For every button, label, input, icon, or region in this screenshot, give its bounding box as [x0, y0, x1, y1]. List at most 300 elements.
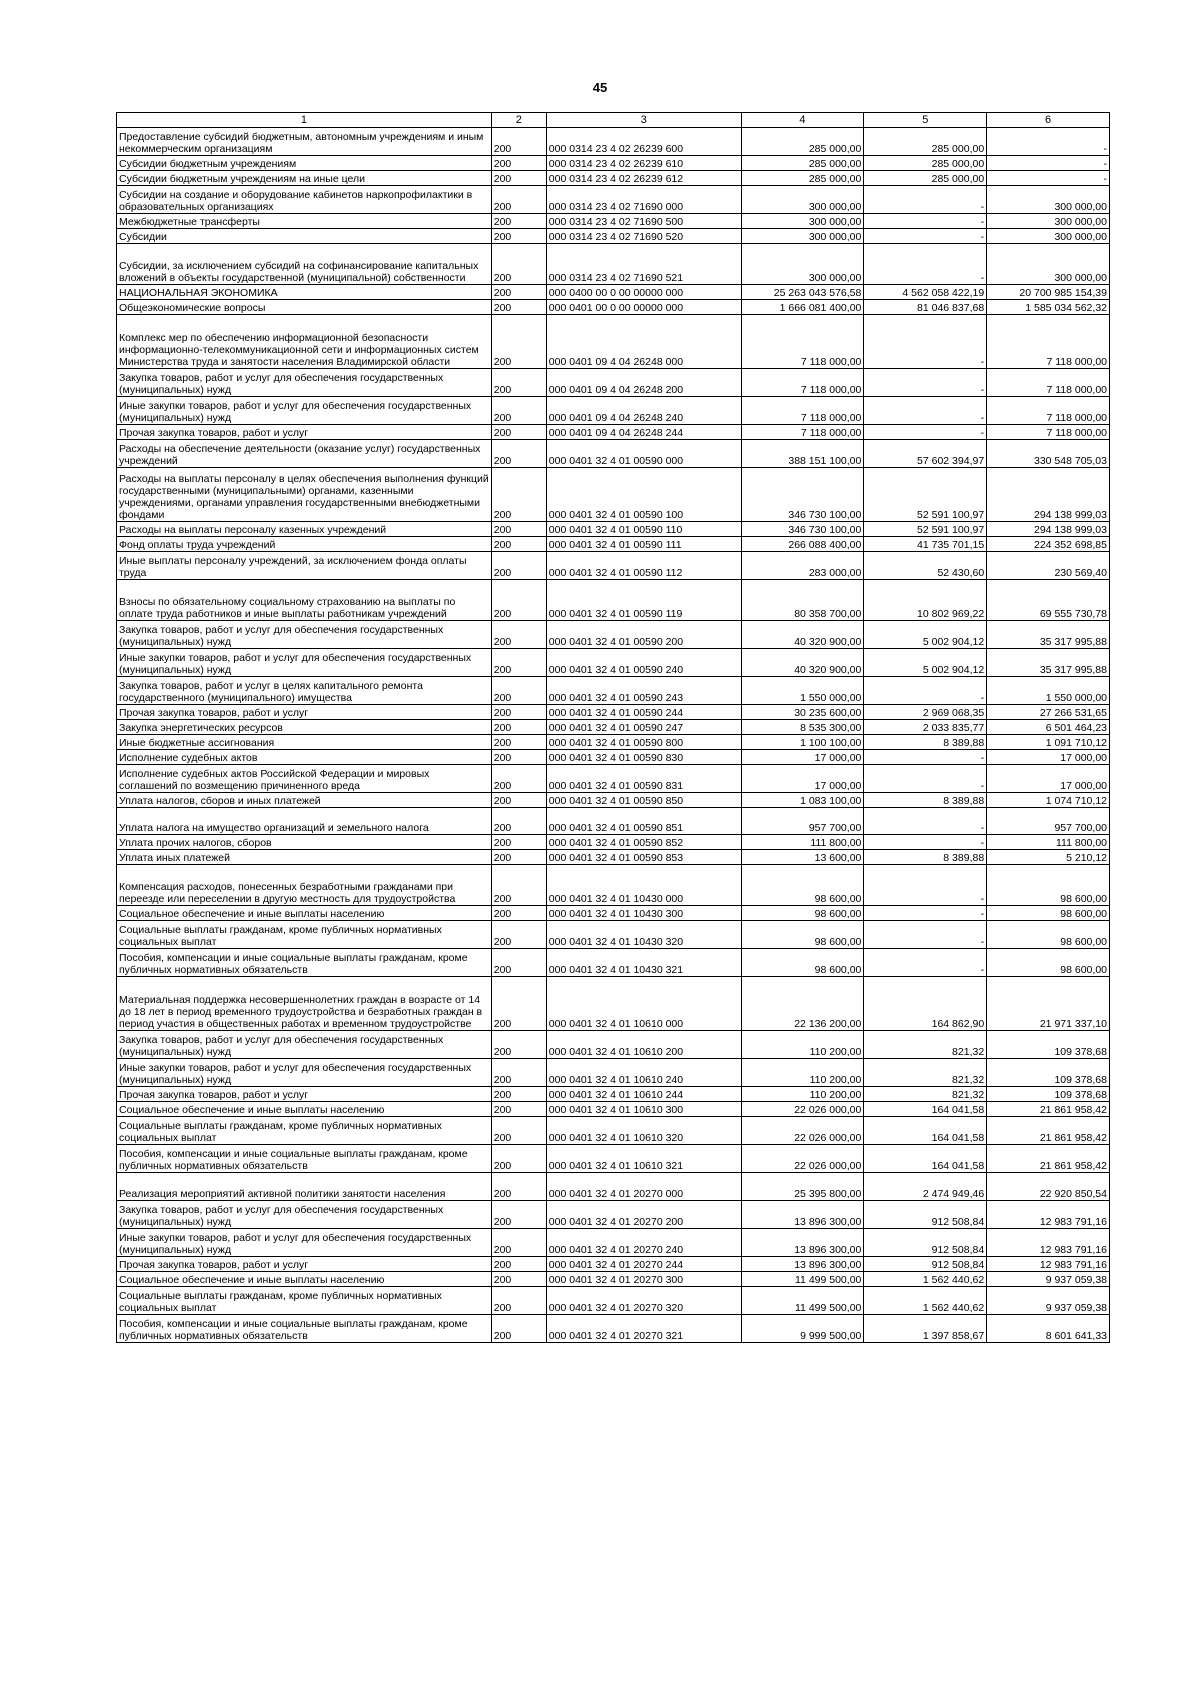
row-name-cell: Закупка товаров, работ и услуг для обеспечения государственных (муниципальных) нужд [117, 369, 492, 397]
row-executed-cell: 4 562 058 422,19 [864, 285, 987, 300]
row-executed-cell: 52 430,60 [864, 552, 987, 580]
row-name-cell: Уплата налогов, сборов и иных платежей [117, 793, 492, 808]
row-name-cell: Комплекс мер по обеспечению информационной безопасности информационно-телекоммуникационной сети и информационных систем Министерства труда и занятости населения Владимирской области [117, 315, 492, 369]
row-line-code-cell: 200 [491, 720, 546, 735]
row-approved-cell: 300 000,00 [741, 186, 864, 214]
row-remaining-cell: 6 501 464,23 [987, 720, 1110, 735]
row-approved-cell: 98 600,00 [741, 921, 864, 949]
row-line-code-cell: 200 [491, 285, 546, 300]
row-name-cell: Исполнение судебных актов [117, 750, 492, 765]
row-executed-cell: 821,32 [864, 1087, 987, 1102]
row-remaining-cell: - [987, 128, 1110, 156]
table-row [117, 522, 1110, 537]
row-remaining-cell: 98 600,00 [987, 906, 1110, 921]
row-executed-cell: 8 389,88 [864, 793, 987, 808]
row-line-code-cell: 200 [491, 537, 546, 552]
column-header-5: 5 [864, 113, 987, 128]
row-executed-cell: 8 389,88 [864, 850, 987, 865]
row-executed-cell: - [864, 425, 987, 440]
table-row [117, 677, 1110, 705]
row-budget-code-cell: 000 0401 09 4 04 26248 200 [546, 369, 741, 397]
row-executed-cell: 2 969 068,35 [864, 705, 987, 720]
row-budget-code-cell: 000 0401 32 4 01 10610 200 [546, 1031, 741, 1059]
row-line-code-cell: 200 [491, 1145, 546, 1173]
row-line-code-cell: 200 [491, 1201, 546, 1229]
row-approved-cell: 22 026 000,00 [741, 1117, 864, 1145]
row-remaining-cell: 1 550 000,00 [987, 677, 1110, 705]
row-budget-code-cell: 000 0401 32 4 01 00590 200 [546, 621, 741, 649]
row-budget-code-cell: 000 0401 09 4 04 26248 240 [546, 397, 741, 425]
table-row [117, 621, 1110, 649]
row-approved-cell: 1 100 100,00 [741, 735, 864, 750]
row-budget-code-cell: 000 0401 32 4 01 10610 240 [546, 1059, 741, 1087]
row-remaining-cell: 17 000,00 [987, 750, 1110, 765]
row-executed-cell: 5 002 904,12 [864, 649, 987, 677]
row-approved-cell: 11 499 500,00 [741, 1272, 864, 1287]
row-budget-code-cell: 000 0401 00 0 00 00000 000 [546, 300, 741, 315]
table-row [117, 425, 1110, 440]
row-budget-code-cell: 000 0401 32 4 01 00590 247 [546, 720, 741, 735]
row-line-code-cell: 200 [491, 171, 546, 186]
row-line-code-cell: 200 [491, 1031, 546, 1059]
column-header-4: 4 [741, 113, 864, 128]
row-approved-cell: 80 358 700,00 [741, 580, 864, 621]
row-line-code-cell: 200 [491, 850, 546, 865]
row-approved-cell: 17 000,00 [741, 765, 864, 793]
row-budget-code-cell: 000 0401 32 4 01 00590 851 [546, 808, 741, 835]
row-line-code-cell: 200 [491, 244, 546, 285]
row-name-cell: Иные закупки товаров, работ и услуг для обеспечения государственных (муниципальных) нужд [117, 1059, 492, 1087]
row-executed-cell: 1 397 858,67 [864, 1315, 987, 1343]
row-name-cell: Прочая закупка товаров, работ и услуг [117, 425, 492, 440]
row-name-cell: Исполнение судебных актов Российской Федерации и мировых соглашений по возмещению причиненного вреда [117, 765, 492, 793]
row-approved-cell: 98 600,00 [741, 949, 864, 977]
row-budget-code-cell: 000 0401 32 4 01 10430 000 [546, 865, 741, 906]
row-executed-cell: - [864, 214, 987, 229]
table-row [117, 949, 1110, 977]
row-approved-cell: 110 200,00 [741, 1059, 864, 1087]
row-remaining-cell: 300 000,00 [987, 186, 1110, 214]
table-row [117, 315, 1110, 369]
table-row [117, 921, 1110, 949]
table-row [117, 537, 1110, 552]
row-remaining-cell: 35 317 995,88 [987, 621, 1110, 649]
row-approved-cell: 300 000,00 [741, 229, 864, 244]
row-executed-cell: 912 508,84 [864, 1257, 987, 1272]
row-remaining-cell: 69 555 730,78 [987, 580, 1110, 621]
row-budget-code-cell: 000 0401 32 4 01 00590 244 [546, 705, 741, 720]
row-executed-cell: 285 000,00 [864, 156, 987, 171]
table-row [117, 1145, 1110, 1173]
row-remaining-cell: 98 600,00 [987, 949, 1110, 977]
row-line-code-cell: 200 [491, 865, 546, 906]
row-budget-code-cell: 000 0401 32 4 01 10610 244 [546, 1087, 741, 1102]
row-executed-cell: - [864, 906, 987, 921]
row-line-code-cell: 200 [491, 580, 546, 621]
row-line-code-cell: 200 [491, 649, 546, 677]
row-approved-cell: 283 000,00 [741, 552, 864, 580]
table-row [117, 440, 1110, 468]
row-approved-cell: 13 896 300,00 [741, 1201, 864, 1229]
row-approved-cell: 98 600,00 [741, 906, 864, 921]
row-remaining-cell: 300 000,00 [987, 244, 1110, 285]
row-budget-code-cell: 000 0401 32 4 01 10430 300 [546, 906, 741, 921]
row-budget-code-cell: 000 0401 09 4 04 26248 000 [546, 315, 741, 369]
row-budget-code-cell: 000 0314 23 4 02 71690 521 [546, 244, 741, 285]
row-budget-code-cell: 000 0401 32 4 01 00590 831 [546, 765, 741, 793]
row-approved-cell: 957 700,00 [741, 808, 864, 835]
table-row [117, 128, 1110, 156]
row-line-code-cell: 200 [491, 128, 546, 156]
row-approved-cell: 22 026 000,00 [741, 1145, 864, 1173]
row-remaining-cell: 5 210,12 [987, 850, 1110, 865]
table-row [117, 1201, 1110, 1229]
table-row [117, 977, 1110, 1031]
row-remaining-cell: 21 861 958,42 [987, 1117, 1110, 1145]
row-line-code-cell: 200 [491, 1173, 546, 1201]
row-line-code-cell: 200 [491, 468, 546, 522]
row-name-cell: Социальное обеспечение и иные выплаты населению [117, 1102, 492, 1117]
row-name-cell: Расходы на выплаты персоналу казенных учреждений [117, 522, 492, 537]
row-remaining-cell: 27 266 531,65 [987, 705, 1110, 720]
row-remaining-cell: 9 937 059,38 [987, 1287, 1110, 1315]
row-name-cell: Иные закупки товаров, работ и услуг для обеспечения государственных (муниципальных) нужд [117, 649, 492, 677]
row-line-code-cell: 200 [491, 1117, 546, 1145]
row-remaining-cell: 230 569,40 [987, 552, 1110, 580]
table-row [117, 1257, 1110, 1272]
row-executed-cell: - [864, 186, 987, 214]
row-name-cell: Пособия, компенсации и иные социальные выплаты гражданам, кроме публичных нормативных обязательств [117, 949, 492, 977]
row-remaining-cell: 1 091 710,12 [987, 735, 1110, 750]
row-line-code-cell: 200 [491, 300, 546, 315]
row-approved-cell: 111 800,00 [741, 835, 864, 850]
row-executed-cell: 52 591 100,97 [864, 522, 987, 537]
table-row [117, 285, 1110, 300]
row-name-cell: Уплата прочих налогов, сборов [117, 835, 492, 850]
row-name-cell: Взносы по обязательному социальному страхованию на выплаты по оплате труда работников и иные выплаты работникам учреждений [117, 580, 492, 621]
row-line-code-cell: 200 [491, 369, 546, 397]
row-executed-cell: - [864, 808, 987, 835]
row-executed-cell: - [864, 949, 987, 977]
table-row [117, 750, 1110, 765]
table-row [117, 1272, 1110, 1287]
row-name-cell: Иные выплаты персоналу учреждений, за исключением фонда оплаты труда [117, 552, 492, 580]
row-budget-code-cell: 000 0401 32 4 01 00590 243 [546, 677, 741, 705]
table-row [117, 186, 1110, 214]
row-budget-code-cell: 000 0401 32 4 01 00590 100 [546, 468, 741, 522]
row-line-code-cell: 200 [491, 793, 546, 808]
table-row [117, 865, 1110, 906]
row-name-cell: Иные бюджетные ассигнования [117, 735, 492, 750]
row-executed-cell: - [864, 677, 987, 705]
table-body [117, 128, 1110, 1343]
row-line-code-cell: 200 [491, 229, 546, 244]
row-executed-cell: 821,32 [864, 1059, 987, 1087]
row-line-code-cell: 200 [491, 621, 546, 649]
table-row [117, 1031, 1110, 1059]
row-approved-cell: 110 200,00 [741, 1031, 864, 1059]
row-name-cell: Фонд оплаты труда учреждений [117, 537, 492, 552]
row-remaining-cell: 111 800,00 [987, 835, 1110, 850]
row-executed-cell: 164 041,58 [864, 1102, 987, 1117]
row-budget-code-cell: 000 0401 32 4 01 10430 320 [546, 921, 741, 949]
row-budget-code-cell: 000 0401 32 4 01 20270 320 [546, 1287, 741, 1315]
row-name-cell: НАЦИОНАЛЬНАЯ ЭКОНОМИКА [117, 285, 492, 300]
row-line-code-cell: 200 [491, 522, 546, 537]
table-row [117, 552, 1110, 580]
table-row [117, 793, 1110, 808]
row-budget-code-cell: 000 0401 32 4 01 00590 853 [546, 850, 741, 865]
row-budget-code-cell: 000 0401 32 4 01 10610 000 [546, 977, 741, 1031]
row-remaining-cell: 98 600,00 [987, 921, 1110, 949]
row-line-code-cell: 200 [491, 1102, 546, 1117]
row-line-code-cell: 200 [491, 1287, 546, 1315]
column-header-6: 6 [987, 113, 1110, 128]
row-line-code-cell: 200 [491, 750, 546, 765]
row-name-cell: Субсидии [117, 229, 492, 244]
row-line-code-cell: 200 [491, 1315, 546, 1343]
row-executed-cell: 2 474 949,46 [864, 1173, 987, 1201]
row-remaining-cell: 7 118 000,00 [987, 315, 1110, 369]
row-budget-code-cell: 000 0401 32 4 01 20270 200 [546, 1201, 741, 1229]
row-line-code-cell: 200 [491, 906, 546, 921]
row-approved-cell: 388 151 100,00 [741, 440, 864, 468]
row-executed-cell: 912 508,84 [864, 1201, 987, 1229]
row-executed-cell: - [864, 397, 987, 425]
row-remaining-cell: 957 700,00 [987, 808, 1110, 835]
row-remaining-cell: - [987, 156, 1110, 171]
row-line-code-cell: 200 [491, 440, 546, 468]
row-approved-cell: 25 263 043 576,58 [741, 285, 864, 300]
row-name-cell: Закупка товаров, работ и услуг в целях капитального ремонта государственного (муниципального) имущества [117, 677, 492, 705]
row-remaining-cell: 330 548 705,03 [987, 440, 1110, 468]
table-row [117, 244, 1110, 285]
row-approved-cell: 11 499 500,00 [741, 1287, 864, 1315]
row-remaining-cell: 9 937 059,38 [987, 1272, 1110, 1287]
row-name-cell: Закупка товаров, работ и услуг для обеспечения государственных (муниципальных) нужд [117, 1031, 492, 1059]
column-header-2: 2 [491, 113, 546, 128]
row-approved-cell: 30 235 600,00 [741, 705, 864, 720]
table-row [117, 229, 1110, 244]
row-name-cell: Социальное обеспечение и иные выплаты населению [117, 1272, 492, 1287]
row-remaining-cell: 12 983 791,16 [987, 1257, 1110, 1272]
budget-execution-table [116, 112, 1110, 1343]
row-name-cell: Прочая закупка товаров, работ и услуг [117, 1257, 492, 1272]
row-budget-code-cell: 000 0314 23 4 02 71690 520 [546, 229, 741, 244]
row-executed-cell: 10 802 969,22 [864, 580, 987, 621]
row-budget-code-cell: 000 0401 32 4 01 10610 321 [546, 1145, 741, 1173]
row-remaining-cell: 8 601 641,33 [987, 1315, 1110, 1343]
row-approved-cell: 7 118 000,00 [741, 315, 864, 369]
row-name-cell: Реализация мероприятий активной политики занятости населения [117, 1173, 492, 1201]
row-line-code-cell: 200 [491, 186, 546, 214]
row-name-cell: Субсидии бюджетным учреждениям [117, 156, 492, 171]
table-row [117, 1315, 1110, 1343]
row-approved-cell: 1 083 100,00 [741, 793, 864, 808]
row-name-cell: Расходы на выплаты персоналу в целях обеспечения выполнения функций государственными (муниципальными) органами, казенными учреждениями, органами управления государственными внебюджетными фондами [117, 468, 492, 522]
row-executed-cell: - [864, 765, 987, 793]
row-name-cell: Пособия, компенсации и иные социальные выплаты гражданам, кроме публичных нормативных обязательств [117, 1145, 492, 1173]
row-executed-cell: - [864, 750, 987, 765]
row-approved-cell: 110 200,00 [741, 1087, 864, 1102]
table-row [117, 705, 1110, 720]
row-name-cell: Закупка товаров, работ и услуг для обеспечения государственных (муниципальных) нужд [117, 1201, 492, 1229]
row-approved-cell: 1 550 000,00 [741, 677, 864, 705]
table-header-row [117, 113, 1110, 128]
row-remaining-cell: 1 074 710,12 [987, 793, 1110, 808]
row-approved-cell: 300 000,00 [741, 244, 864, 285]
row-approved-cell: 25 395 800,00 [741, 1173, 864, 1201]
row-name-cell: Прочая закупка товаров, работ и услуг [117, 705, 492, 720]
row-remaining-cell: 21 861 958,42 [987, 1145, 1110, 1173]
row-approved-cell: 40 320 900,00 [741, 621, 864, 649]
row-name-cell: Субсидии на создание и оборудование кабинетов наркопрофилактики в образовательных организациях [117, 186, 492, 214]
row-remaining-cell: 21 971 337,10 [987, 977, 1110, 1031]
row-line-code-cell: 200 [491, 425, 546, 440]
row-approved-cell: 7 118 000,00 [741, 397, 864, 425]
row-line-code-cell: 200 [491, 921, 546, 949]
row-executed-cell: - [864, 229, 987, 244]
row-remaining-cell: 300 000,00 [987, 214, 1110, 229]
row-executed-cell: 164 041,58 [864, 1117, 987, 1145]
row-name-cell: Компенсация расходов, понесенных безработными гражданами при переезде или переселении в другую местность для трудоустройства [117, 865, 492, 906]
row-executed-cell: - [864, 921, 987, 949]
row-name-cell: Закупка товаров, работ и услуг для обеспечения государственных (муниципальных) нужд [117, 621, 492, 649]
row-executed-cell: 41 735 701,15 [864, 537, 987, 552]
row-executed-cell: 285 000,00 [864, 171, 987, 186]
row-budget-code-cell: 000 0401 32 4 01 00590 800 [546, 735, 741, 750]
row-name-cell: Уплата иных платежей [117, 850, 492, 865]
row-executed-cell: - [864, 315, 987, 369]
row-line-code-cell: 200 [491, 765, 546, 793]
page-number: 45 [592, 80, 608, 95]
row-line-code-cell: 200 [491, 677, 546, 705]
row-budget-code-cell: 000 0401 32 4 01 00590 110 [546, 522, 741, 537]
table-row [117, 369, 1110, 397]
table-row [117, 1229, 1110, 1257]
row-budget-code-cell: 000 0401 32 4 01 00590 112 [546, 552, 741, 580]
row-line-code-cell: 200 [491, 808, 546, 835]
table-row [117, 906, 1110, 921]
row-approved-cell: 285 000,00 [741, 156, 864, 171]
row-name-cell: Расходы на обеспечение деятельности (оказание услуг) государственных учреждений [117, 440, 492, 468]
row-budget-code-cell: 000 0401 09 4 04 26248 244 [546, 425, 741, 440]
row-executed-cell: - [864, 244, 987, 285]
row-executed-cell: 1 562 440,62 [864, 1272, 987, 1287]
table-row [117, 1087, 1110, 1102]
row-budget-code-cell: 000 0401 32 4 01 20270 321 [546, 1315, 741, 1343]
row-approved-cell: 7 118 000,00 [741, 369, 864, 397]
row-name-cell: Межбюджетные трансферты [117, 214, 492, 229]
row-executed-cell: 52 591 100,97 [864, 468, 987, 522]
row-remaining-cell: 1 585 034 562,32 [987, 300, 1110, 315]
row-name-cell: Материальная поддержка несовершеннолетних граждан в возрасте от 14 до 18 лет в период временного трудоустройства и безработных граждан в период участия в общественных работах и временном трудоустройстве [117, 977, 492, 1031]
row-approved-cell: 40 320 900,00 [741, 649, 864, 677]
row-line-code-cell: 200 [491, 1257, 546, 1272]
row-executed-cell: 912 508,84 [864, 1229, 987, 1257]
row-budget-code-cell: 000 0401 32 4 01 00590 830 [546, 750, 741, 765]
row-remaining-cell: 98 600,00 [987, 865, 1110, 906]
column-header-1: 1 [117, 113, 492, 128]
row-executed-cell: 164 041,58 [864, 1145, 987, 1173]
row-remaining-cell: 109 378,68 [987, 1031, 1110, 1059]
row-executed-cell: - [864, 835, 987, 850]
row-budget-code-cell: 000 0401 32 4 01 10610 300 [546, 1102, 741, 1117]
row-budget-code-cell: 000 0401 32 4 01 20270 000 [546, 1173, 741, 1201]
row-budget-code-cell: 000 0401 32 4 01 00590 000 [546, 440, 741, 468]
row-approved-cell: 7 118 000,00 [741, 425, 864, 440]
row-line-code-cell: 200 [491, 835, 546, 850]
row-approved-cell: 13 896 300,00 [741, 1257, 864, 1272]
table-row [117, 808, 1110, 835]
row-executed-cell: 5 002 904,12 [864, 621, 987, 649]
row-name-cell: Прочая закупка товаров, работ и услуг [117, 1087, 492, 1102]
row-approved-cell: 346 730 100,00 [741, 522, 864, 537]
row-budget-code-cell: 000 0314 23 4 02 71690 000 [546, 186, 741, 214]
table-row [117, 1059, 1110, 1087]
row-approved-cell: 98 600,00 [741, 865, 864, 906]
table-row [117, 765, 1110, 793]
row-remaining-cell: 294 138 999,03 [987, 468, 1110, 522]
row-approved-cell: 9 999 500,00 [741, 1315, 864, 1343]
row-line-code-cell: 200 [491, 1229, 546, 1257]
row-budget-code-cell: 000 0314 23 4 02 26239 610 [546, 156, 741, 171]
row-budget-code-cell: 000 0314 23 4 02 26239 612 [546, 171, 741, 186]
table-row [117, 171, 1110, 186]
row-executed-cell: - [864, 865, 987, 906]
row-executed-cell: 164 862,90 [864, 977, 987, 1031]
row-remaining-cell: 20 700 985 154,39 [987, 285, 1110, 300]
row-approved-cell: 266 088 400,00 [741, 537, 864, 552]
row-executed-cell: 1 562 440,62 [864, 1287, 987, 1315]
row-line-code-cell: 200 [491, 552, 546, 580]
table-row [117, 850, 1110, 865]
row-approved-cell: 285 000,00 [741, 128, 864, 156]
row-executed-cell: 81 046 837,68 [864, 300, 987, 315]
row-line-code-cell: 200 [491, 315, 546, 369]
row-line-code-cell: 200 [491, 977, 546, 1031]
row-name-cell: Общеэкономические вопросы [117, 300, 492, 315]
row-remaining-cell: 300 000,00 [987, 229, 1110, 244]
row-name-cell: Иные закупки товаров, работ и услуг для обеспечения государственных (муниципальных) нужд [117, 397, 492, 425]
table-row [117, 1117, 1110, 1145]
row-budget-code-cell: 000 0401 32 4 01 00590 240 [546, 649, 741, 677]
row-line-code-cell: 200 [491, 397, 546, 425]
row-line-code-cell: 200 [491, 735, 546, 750]
row-budget-code-cell: 000 0400 00 0 00 00000 000 [546, 285, 741, 300]
row-approved-cell: 22 136 200,00 [741, 977, 864, 1031]
row-line-code-cell: 200 [491, 156, 546, 171]
row-approved-cell: 285 000,00 [741, 171, 864, 186]
row-budget-code-cell: 000 0401 32 4 01 20270 244 [546, 1257, 741, 1272]
row-remaining-cell: 22 920 850,54 [987, 1173, 1110, 1201]
table-row [117, 397, 1110, 425]
row-name-cell: Социальные выплаты гражданам, кроме публичных нормативных социальных выплат [117, 1117, 492, 1145]
row-budget-code-cell: 000 0401 32 4 01 10430 321 [546, 949, 741, 977]
row-remaining-cell: 12 983 791,16 [987, 1201, 1110, 1229]
row-budget-code-cell: 000 0401 32 4 01 00590 111 [546, 537, 741, 552]
row-line-code-cell: 200 [491, 1059, 546, 1087]
row-name-cell: Иные закупки товаров, работ и услуг для обеспечения государственных (муниципальных) нужд [117, 1229, 492, 1257]
row-approved-cell: 300 000,00 [741, 214, 864, 229]
row-budget-code-cell: 000 0401 32 4 01 10610 320 [546, 1117, 741, 1145]
row-remaining-cell: - [987, 171, 1110, 186]
row-remaining-cell: 12 983 791,16 [987, 1229, 1110, 1257]
row-name-cell: Предоставление субсидий бюджетным, автономным учреждениям и иным некоммерческим организациям [117, 128, 492, 156]
table-row [117, 580, 1110, 621]
row-budget-code-cell: 000 0314 23 4 02 71690 500 [546, 214, 741, 229]
row-remaining-cell: 109 378,68 [987, 1059, 1110, 1087]
